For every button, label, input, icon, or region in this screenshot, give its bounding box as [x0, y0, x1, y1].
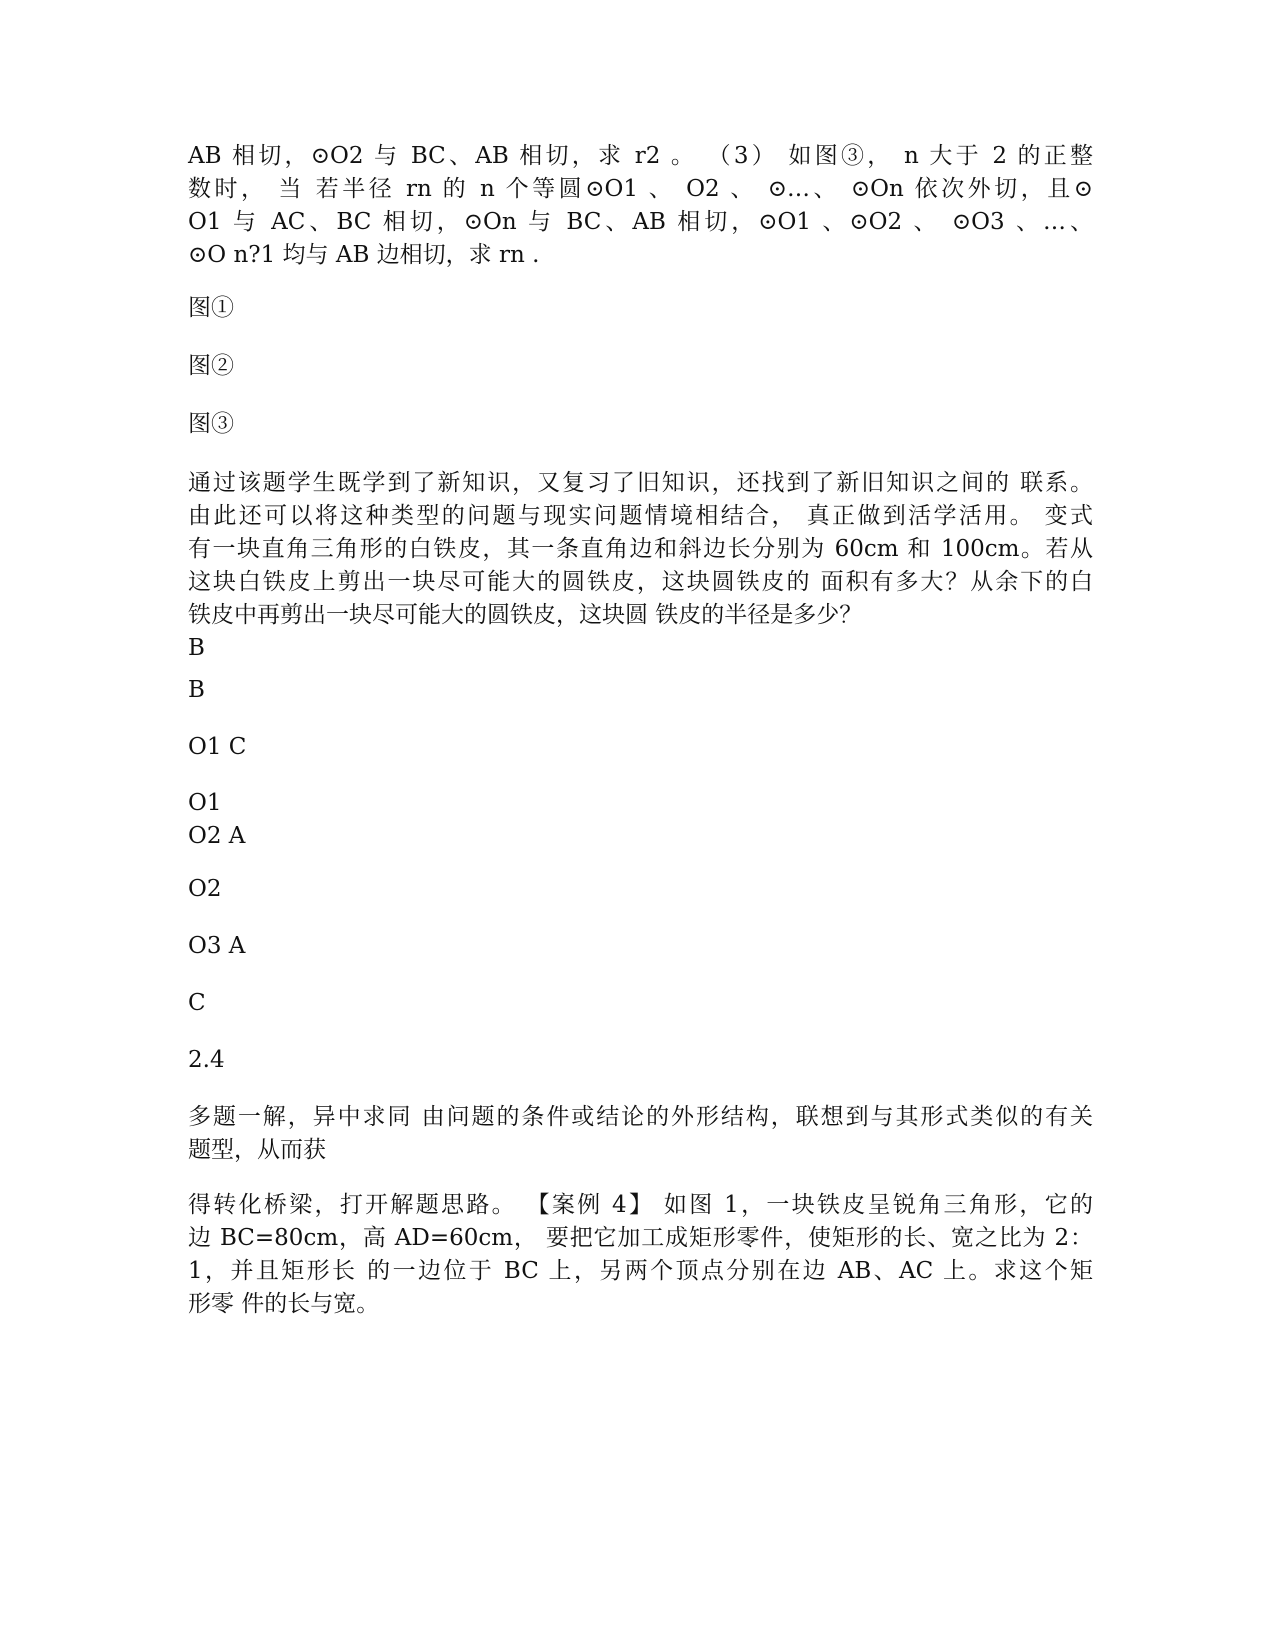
text-line: 形零 件的长与宽。	[188, 1291, 380, 1317]
text-line: ⊙O n?1 均与 AB 边相切，求 rn .	[188, 242, 540, 268]
text-line: B	[188, 635, 205, 661]
figure-label-text	[188, 1044, 1093, 1077]
text-line: 得转化桥梁，打开解题思路。 【案例 4】 如图 1，一块铁皮呈锐角三角形，它的	[188, 1192, 1093, 1218]
figure-label-3	[188, 408, 1093, 441]
text-line: 2.4	[188, 1047, 225, 1073]
problem-text-paragraph	[188, 140, 1093, 272]
text-line: O2 A	[188, 823, 246, 849]
case-paragraph	[188, 1189, 1093, 1321]
text-line: 图①	[188, 295, 234, 321]
text-line: 多题一解，异中求同 由问题的条件或结论的外形结构，联想到与其形式类似的有关	[188, 1104, 1093, 1130]
text-line: B	[188, 677, 205, 703]
text-line: C	[188, 990, 206, 1016]
text-line: 图②	[188, 353, 234, 379]
figure-label-text	[188, 674, 1093, 707]
discussion-paragraph	[188, 467, 1093, 665]
text-line: 有一块直角三角形的白铁皮，其一条直角边和斜边长分别为 60cm 和 100cm。若从	[188, 536, 1093, 562]
text-line: 题型，从而获	[188, 1137, 326, 1163]
text-line: O1 C	[188, 734, 247, 760]
figure-label-text	[188, 731, 1093, 764]
figure-label-text	[188, 787, 1093, 853]
figure-label-2	[188, 350, 1093, 383]
text-line: 1，并且矩形长 的一边位于 BC 上，另两个顶点分别在边 AB、AC 上。求这个矩	[188, 1258, 1093, 1284]
figure-label-text	[188, 873, 1093, 906]
text-line: 铁皮中再剪出一块尽可能大的圆铁皮，这块圆 铁皮的半径是多少？	[188, 602, 863, 628]
text-line: 数时， 当 若半径 rn 的 n 个等圆⊙O1 、 O2 、 ⊙…、 ⊙On 依次外切，且⊙	[188, 176, 1093, 202]
text-line: 通过该题学生既学到了新知识，又复习了旧知识，还找到了新旧知识之间的 联系。	[188, 470, 1093, 496]
text-line: AB 相切，⊙O2 与 BC、AB 相切，求 r2 。 （3） 如图③， n 大于 2 的正整	[188, 143, 1093, 169]
text-line: O3 A	[188, 933, 246, 959]
figure-label-text	[188, 987, 1093, 1020]
text-line: O2	[188, 876, 222, 902]
text-line: 由此还可以将这种类型的问题与现实问题情境相结合， 真正做到活学活用。 变式	[188, 503, 1093, 529]
figure-label-1	[188, 292, 1093, 325]
figure-label-text	[188, 930, 1093, 963]
method-paragraph	[188, 1101, 1093, 1167]
text-line: 边 BC=80cm，高 AD=60cm， 要把它加工成矩形零件，使矩形的长、宽之比为 2：	[188, 1225, 1093, 1251]
text-line: 这块白铁皮上剪出一块尽可能大的圆铁皮，这块圆铁皮的 面积有多大？从余下的白	[188, 569, 1093, 595]
text-line: O1 与 AC、BC 相切，⊙On 与 BC、AB 相切，⊙O1 、⊙O2 、 ⊙O3 、…、	[188, 209, 1093, 235]
text-line: 图③	[188, 411, 234, 437]
text-line: O1	[188, 790, 222, 816]
